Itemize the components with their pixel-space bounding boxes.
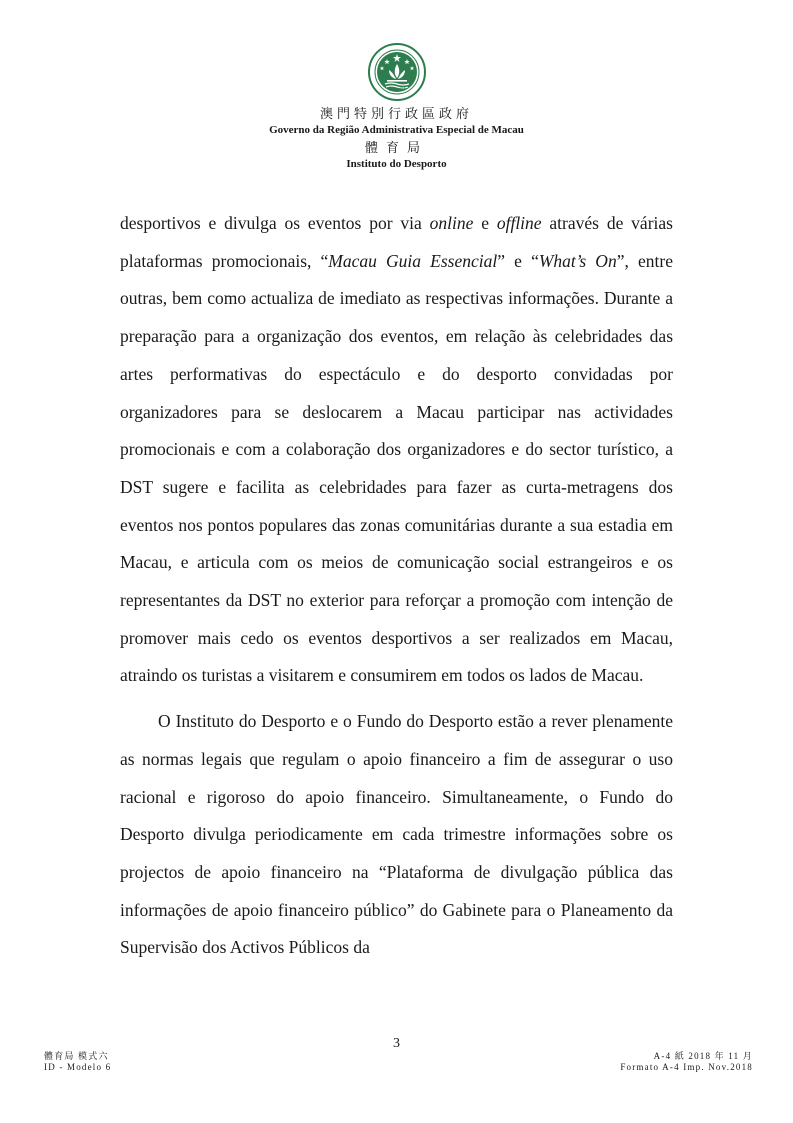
italic-term: What’s On: [538, 250, 617, 271]
page-number: 3: [393, 1036, 400, 1051]
text-run: através de várias plataformas promocionais, “: [120, 213, 673, 271]
government-name-portuguese: Governo da Região Administrativa Especial de Macau: [269, 124, 524, 136]
footer-right-chinese: A-4 紙 2018 年 11 月: [653, 1051, 753, 1061]
italic-term: offline: [496, 213, 542, 233]
letterhead: [0, 42, 793, 172]
footer-right: [620, 1051, 753, 1073]
text-run: e: [473, 213, 497, 233]
footer-right-portuguese: Formato A-4 Imp. Nov.2018: [620, 1062, 753, 1072]
italic-term: Macau Guia Essencial: [328, 250, 498, 271]
text-run: desportivos e divulga os eventos por via: [120, 213, 430, 233]
footer-left-chinese: 體育局 模式六: [44, 1051, 109, 1061]
emblem-text: MACAU: [387, 85, 406, 94]
macau-emblem-icon: [367, 42, 427, 102]
footer-left-portuguese: ID - Modelo 6: [44, 1062, 112, 1072]
text-run: ”, entre outras, bem como actualiza de imediato as respectivas informações. Durante a preparação para a organização dos eventos, em relação às celebridades das artes performativas do espectáculo e do desporto convidadas por organizadores para se deslocarem a Macau participar nas actividades promocionais e com a colaboração dos organizadores e do sector turístico, a DST sugere e facilita as celebridades para fazer as curta-metragens dos eventos nos pontos populares das zonas comunitárias durante a sua estadia em Macau, e articula com os meios de comunicação social estrangeiros e os representantes da DST no exterior para reforçar a promoção com intenção de promover mais cedo os eventos desportivos a ser realizados em Macau, atraindo os turistas a visitarem e consumirem em todos os lados de Macau.: [120, 250, 673, 686]
text-run: ” e “: [497, 250, 539, 271]
paragraph-1: [120, 205, 673, 695]
institute-name-chinese: 體育局: [364, 140, 428, 155]
paragraph-2: O Instituto do Desporto e o Fundo do Desporto estão a rever plenamente as normas legais que regulam o apoio financeiro a fim de assegurar o uso racional e rigoroso do apoio financeiro. Simultaneamente, o Fundo do Desporto divulga periodicamente em cada trimestre informações sobre os projectos de apoio financeiro na “Plataforma de divulgação pública das informações de apoio financeiro público” do Gabinete para o Planeamento da Supervisão dos Activos Públicos da: [120, 711, 673, 958]
document-body: [120, 205, 673, 967]
footer-left: [44, 1051, 111, 1073]
government-name-chinese: 澳門特別行政區政府: [319, 106, 473, 121]
italic-term: online: [429, 213, 474, 233]
institute-name-portuguese: Instituto do Desporto: [346, 158, 447, 170]
